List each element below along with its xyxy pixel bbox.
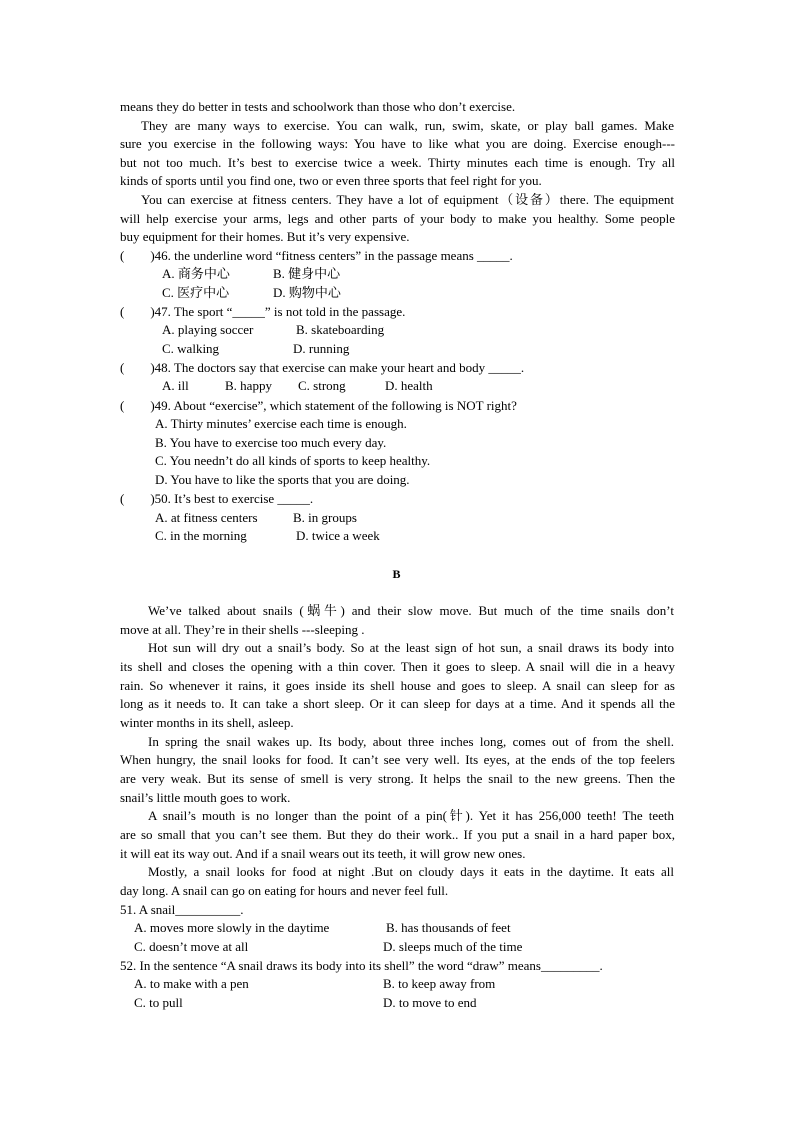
option: C. in the morning: [155, 528, 247, 543]
passage-line: move at all. They’re in their shells ---sleeping .: [120, 622, 365, 637]
option: C. to pull: [134, 995, 183, 1010]
passage-line: buy equipment for their homes. But it’s very expensive.: [120, 229, 410, 244]
passage-line: You can exercise at fitness centers. They have a lot of equipment（设备）there. The equipment: [141, 192, 674, 207]
passage-line: its shell and closes the opening with a thin cover. Then it goes to sleep. A snail will die in a heavy: [120, 659, 675, 674]
passage-line: sure you exercise in the following ways: You have to like what you are doing. Exercise enough---: [120, 136, 675, 151]
option: A. ill: [162, 378, 189, 393]
passage-line: A snail’s mouth is no longer than the point of a pin(针). Yet it has 256,000 teeth! The teeth: [148, 808, 674, 823]
question-stem: ( )48. The doctors say that exercise can make your heart and body _____.: [120, 360, 525, 375]
passage-line: They are many ways to exercise. You can walk, run, swim, skate, or play ball games. Make: [141, 118, 674, 133]
passage-line: In spring the snail wakes up. Its body, about three inches long, comes out of from the shell.: [148, 734, 674, 749]
option: D. sleeps much of the time: [383, 939, 523, 954]
passage-line: winter months in its shell, asleep.: [120, 715, 294, 730]
option: A. 商务中心: [162, 266, 230, 281]
option: D. You have to like the sports that you are doing.: [155, 472, 410, 487]
question-stem: ( )49. About “exercise”, which statement of the following is NOT right?: [120, 398, 517, 413]
passage-line: it will eat its way out. And if a snail wears out its teeth, it will grow new ones.: [120, 846, 526, 861]
passage-line: will help exercise your arms, legs and other parts of your body to make you healthy. Some people: [120, 211, 675, 226]
option: C. walking: [162, 341, 220, 356]
option: D. running: [293, 341, 350, 356]
option: D. 购物中心: [273, 285, 341, 300]
passage-line: Mostly, a snail looks for food at night .But on cloudy days it eats in the daytime. It eats all: [148, 864, 674, 879]
passage-line: are very weak. But its sense of smell is very strong. It helps the snail to the new greens. Then the: [120, 771, 675, 786]
passage-line: rain. So whenever it rains, it goes inside its shell house and goes to sleep. A snail can sleep for as: [120, 678, 675, 693]
option: A. moves more slowly in the daytime: [134, 920, 330, 935]
option: B. happy: [225, 378, 272, 393]
option: A. playing soccer: [162, 322, 254, 337]
passage-line: When hungry, the snail looks for food. It can’t see very well. Its eyes, at the ends of the top feelers: [120, 752, 675, 767]
passage-line: are so small that you can’t see them. But they do their work.. If you put a snail in a hard paper box,: [120, 827, 675, 842]
question-stem: ( )50. It’s best to exercise _____.: [120, 491, 314, 506]
passage-line: long as it needs to. It can take a short sleep. Or it can sleep for days at a time. And it spends all the: [120, 696, 675, 711]
option: C. strong: [298, 378, 346, 393]
option: C. You needn’t do all kinds of sports to keep healthy.: [155, 453, 431, 468]
passage-line: We’ve talked about snails (蜗牛) and their slow move. But much of the time snails don’t: [148, 603, 674, 618]
option: B. 健身中心: [273, 266, 341, 281]
option: C. 医疗中心: [162, 285, 230, 300]
option: B. skateboarding: [296, 322, 385, 337]
option: D. twice a week: [296, 528, 380, 543]
option: A. at fitness centers: [155, 510, 258, 525]
option: D. to move to end: [383, 995, 477, 1010]
option: D. health: [385, 378, 433, 393]
option: A. to make with a pen: [134, 976, 249, 991]
section-heading: B: [392, 567, 401, 581]
passage-line: Hot sun will dry out a snail’s body. So at the least sign of hot sun, a snail draws its body into: [148, 640, 674, 655]
question-stem: 52. In the sentence “A snail draws its body into its shell” the word “draw” means_________.: [120, 958, 603, 973]
passage-line: means they do better in tests and schoolwork than those who don’t exercise.: [120, 99, 516, 114]
passage-line: but not too much. It’s best to exercise twice a week. Thirty minutes each time is enough. Try all: [120, 155, 675, 170]
passage-line: kinds of sports until you find one, two or even three sports that feel right for you.: [120, 173, 542, 188]
question-stem: ( )46. the underline word “fitness centers” in the passage means _____.: [120, 248, 513, 263]
option: B. has thousands of feet: [386, 920, 511, 935]
passage-line: day long. A snail can go on eating for hours and never feel full.: [120, 883, 449, 898]
option: B. to keep away from: [383, 976, 496, 991]
question-stem: 51. A snail__________.: [120, 902, 244, 917]
option: A. Thirty minutes’ exercise each time is enough.: [155, 416, 407, 431]
option: B. in groups: [293, 510, 357, 525]
option: C. doesn’t move at all: [134, 939, 249, 954]
option: B. You have to exercise too much every day.: [155, 435, 387, 450]
question-stem: ( )47. The sport “_____” is not told in the passage.: [120, 304, 406, 319]
passage-line: snail’s little mouth goes to work.: [120, 790, 291, 805]
